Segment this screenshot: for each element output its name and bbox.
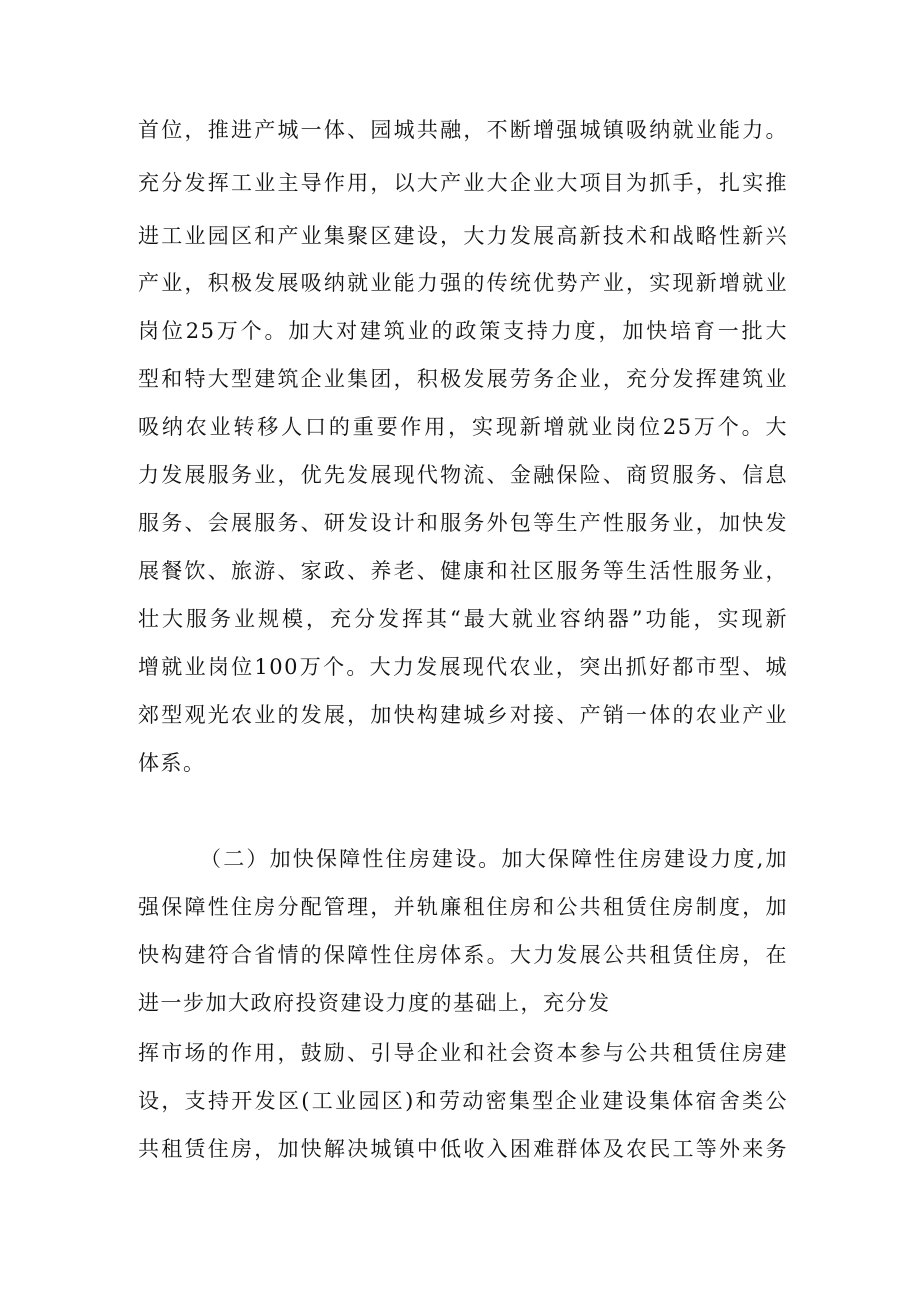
text-line: 力发展服务业，优先发展现代物流、金融保险、商贸服务、信息 [138, 463, 788, 487]
text-line: 挥市场的作用，鼓励、引导企业和社会资本参与公共租赁住房建 [138, 1041, 788, 1065]
text-line: 增就业岗位100万个。大力发展现代农业，突出抓好都市型、城 [138, 655, 788, 679]
text-line: （二）加快保障性住房建设。加大保障性住房建设力度,加 [200, 847, 788, 871]
text-line: 共租赁住房，加快解决城镇中低收入困难群体及农民工等外来务 [138, 1137, 788, 1161]
text-line: 进工业园区和产业集聚区建设，大力发展高新技术和战略性新兴 [138, 224, 788, 248]
text-line: 产业，积极发展吸纳就业能力强的传统优势产业，实现新增就业 [138, 271, 788, 295]
text-line: 快构建符合省情的保障性住房体系。大力发展公共租赁住房，在 [138, 943, 788, 967]
text-line: 郊型观光农业的发展，加快构建城乡对接、产销一体的农业产业 [138, 703, 788, 727]
text-line: 吸纳农业转移人口的重要作用，实现新增就业岗位25万个。大 [138, 415, 788, 439]
text-line: 体系。 [138, 751, 206, 775]
text-line: 型和特大型建筑企业集团，积极发展劳务企业，充分发挥建筑业 [138, 367, 788, 391]
text-line: 充分发挥工业主导作用，以大产业大企业大项目为抓手，扎实推 [138, 171, 788, 195]
text-line: 壮大服务业规模，充分发挥其“最大就业容纳器”功能，实现新 [138, 607, 788, 631]
text-line: 首位，推进产城一体、园城共融，不断增强城镇吸纳就业能力。 [138, 118, 788, 142]
text-line: 展餐饮、旅游、家政、养老、健康和社区服务等生活性服务业， [138, 559, 788, 583]
text-line: 岗位25万个。加大对建筑业的政策支持力度，加快培育一批大 [138, 319, 788, 343]
text-line: 进一步加大政府投资建设力度的基础上，充分发 [138, 991, 611, 1015]
text-line: 设，支持开发区(工业园区)和劳动密集型企业建设集体宿舍类公 [138, 1089, 788, 1113]
text-line: 服务、会展服务、研发设计和服务外包等生产性服务业，加快发 [138, 511, 788, 535]
text-line: 强保障性住房分配管理，并轨廉租住房和公共租赁住房制度，加 [138, 895, 788, 919]
